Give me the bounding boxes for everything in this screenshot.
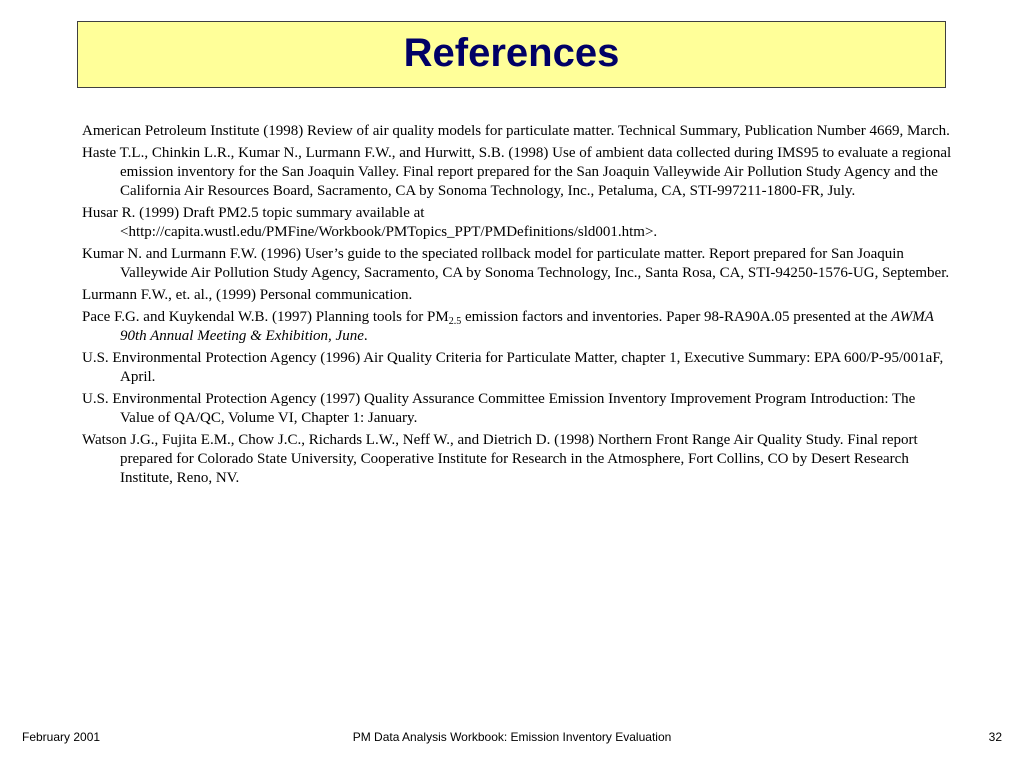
reference-item: U.S. Environmental Protection Agency (1997) Quality Assurance Committee Emission Inventory Improvement Program Introduction: The Value of QA/QC, Volume VI, Chapter 1: January. xyxy=(82,391,916,426)
reference-subscript: 2.5 xyxy=(448,316,462,327)
reference-text: Pace F.G. and Kuykendal W.B. (1997) Planning tools for PM xyxy=(82,309,449,325)
footer-page-number: 32 xyxy=(988,730,1002,744)
footer-date: February 2001 xyxy=(22,730,101,744)
reference-italic-text: AWMA 90th Annual Meeting & Exhibition, June xyxy=(120,309,934,344)
reference-text: emission factors and inventories. Paper 98-RA90A.05 presented at the xyxy=(461,309,892,325)
title-banner xyxy=(77,21,946,88)
reference-item xyxy=(82,308,952,346)
reference-text: . xyxy=(363,328,368,344)
footer-title: PM Data Analysis Workbook: Emission Inventory Evaluation xyxy=(352,730,672,744)
reference-item: U.S. Environmental Protection Agency (1996) Air Quality Criteria for Particulate Matter, chapter 1, Executive Summary: EPA 600/P-95/001aF, April. xyxy=(82,350,944,385)
reference-list xyxy=(82,122,952,491)
reference-item: Kumar N. and Lurmann F.W. (1996) User’s guide to the speciated rollback model for particulate matter. Report prepared for San Joaquin Valleywide Air Pollution Study Agency, Sacramento, CA by Sonoma Technology, Inc., Santa Rosa, CA, STI-94250-1576-UG, September. xyxy=(82,246,950,281)
reference-item: Husar R. (1999) Draft PM2.5 topic summary available at <http://capita.wustl.edu/PMFine/Workbook/PMTopics_PPT/PMDefinitions/sld001.htm>. xyxy=(82,205,658,240)
reference-item: Lurmann F.W., et. al., (1999) Personal communication. xyxy=(82,287,413,303)
reference-item: American Petroleum Institute (1998) Review of air quality models for particulate matter. Technical Summary, Publication Number 4669, March. xyxy=(82,123,950,139)
reference-item: Haste T.L., Chinkin L.R., Kumar N., Lurmann F.W., and Hurwitt, S.B. (1998) Use of ambient data collected during IMS95 to evaluate a regional emission inventory for the San Joaquin Valley. Final report prepared for the San Joaquin Valleywide Air Pollution Study Agency and the California Air Resources Board, Sacramento, CA by Sonoma Technology, Inc., Petaluma, CA, STI-997211-1800-FR, July. xyxy=(82,145,952,199)
reference-item: Watson J.G., Fujita E.M., Chow J.C., Richards L.W., Neff W., and Dietrich D. (1998) Northern Front Range Air Quality Study. Final report prepared for Colorado State University, Cooperative Institute for Research in the Atmosphere, Fort Collins, CO by Desert Research Institute, Reno, NV. xyxy=(82,432,918,486)
page-title: References xyxy=(403,31,620,75)
